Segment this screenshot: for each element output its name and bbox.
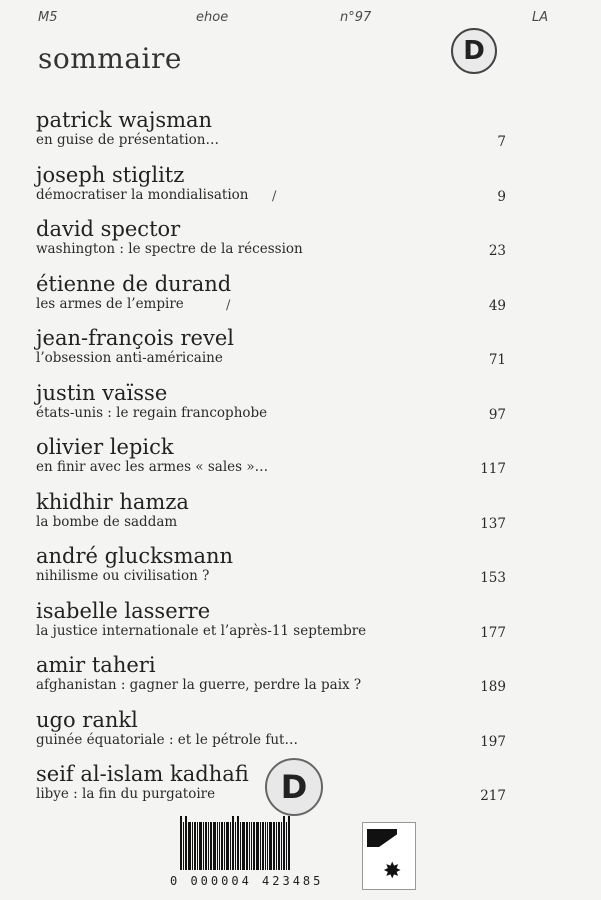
stamp-logo-icon: D [265,758,323,816]
entry-page: 7 [497,134,506,150]
entry-page: 189 [480,679,506,695]
toc-entry [36,217,506,272]
toc-entry [36,544,506,599]
entry-page: 97 [488,406,506,423]
entry-author: khidhir hamza [36,489,189,514]
entry-page: 9 [497,188,506,205]
barcode-bars-icon [180,822,360,870]
handwritten-note-1: M5 [38,10,58,25]
entry-author: amir taheri [36,653,156,677]
toc-entry [36,326,506,381]
toc-entry [36,708,506,763]
entry-author: justin vaïsse [36,380,168,405]
barcode-number: 0 000004 423485 [170,874,324,888]
entry-author: jean-françois revel [36,326,234,350]
entry-page: 137 [480,515,506,532]
entry-article: la bombe de saddam [36,513,178,530]
entry-article: libye : la fin du purgatoire [36,786,216,802]
entry-article: nihilisme ou civilisation ? [36,568,210,584]
toc-entry [36,108,506,163]
entry-article: l’obsession anti-américaine [36,350,223,366]
entry-author: patrick wajsman [36,108,213,132]
entry-article: en guise de présentation… [36,132,219,148]
toc-entry [36,272,506,327]
entry-page: 117 [480,461,506,477]
publication-logo-icon: D [451,28,497,74]
pen-tick-icon: / [272,188,277,204]
entry-page: 71 [488,352,506,368]
handwritten-note-2: ehoe [196,10,229,25]
publisher-logo-icon: ✸ [362,822,416,890]
pen-tick-icon: / [226,297,231,313]
entry-author: isabelle lasserre [36,598,211,623]
entry-author: olivier lepick [36,435,174,459]
entry-author: étienne de durand [36,271,232,296]
toc-entry [36,435,506,490]
entry-page: 177 [480,624,506,641]
entry-page: 217 [480,788,506,804]
toc-entry [36,381,506,436]
entry-author: david spector [36,217,181,241]
handwritten-note-4: LA [532,10,549,25]
toc-entry [36,490,506,545]
entry-article: états-unis : le regain francophobe [36,404,268,421]
entry-article: afghanistan : gagner la guerre, perdre la paix ? [36,677,362,693]
toc-entry [36,599,506,654]
entry-article: guinée équatoriale : et le pétrole fut… [36,731,298,748]
entry-author: joseph stiglitz [36,162,185,187]
entry-article: washington : le spectre de la récession [36,241,303,257]
entry-author: andré glucksmann [36,544,234,568]
toc-entry [36,653,506,708]
toc-entry [36,163,506,218]
entry-page: 153 [480,570,506,586]
entry-article: en finir avec les armes « sales »… [36,459,269,475]
entry-page: 23 [488,243,506,259]
entry-author: ugo rankl [36,707,138,732]
handwritten-note-3: n°97 [340,10,372,25]
entry-article: les armes de l’empire [36,295,184,312]
page-title: sommaire [38,42,182,75]
entry-article: la justice internationale et l’après-11 septembre [36,622,367,639]
entry-author: seif al-islam kadhafi [36,762,249,786]
entry-page: 197 [480,733,506,750]
entry-page: 49 [488,297,506,314]
entry-article: démocratiser la mondialisation [36,186,249,203]
barcode [170,822,360,892]
table-of-contents [36,108,506,817]
